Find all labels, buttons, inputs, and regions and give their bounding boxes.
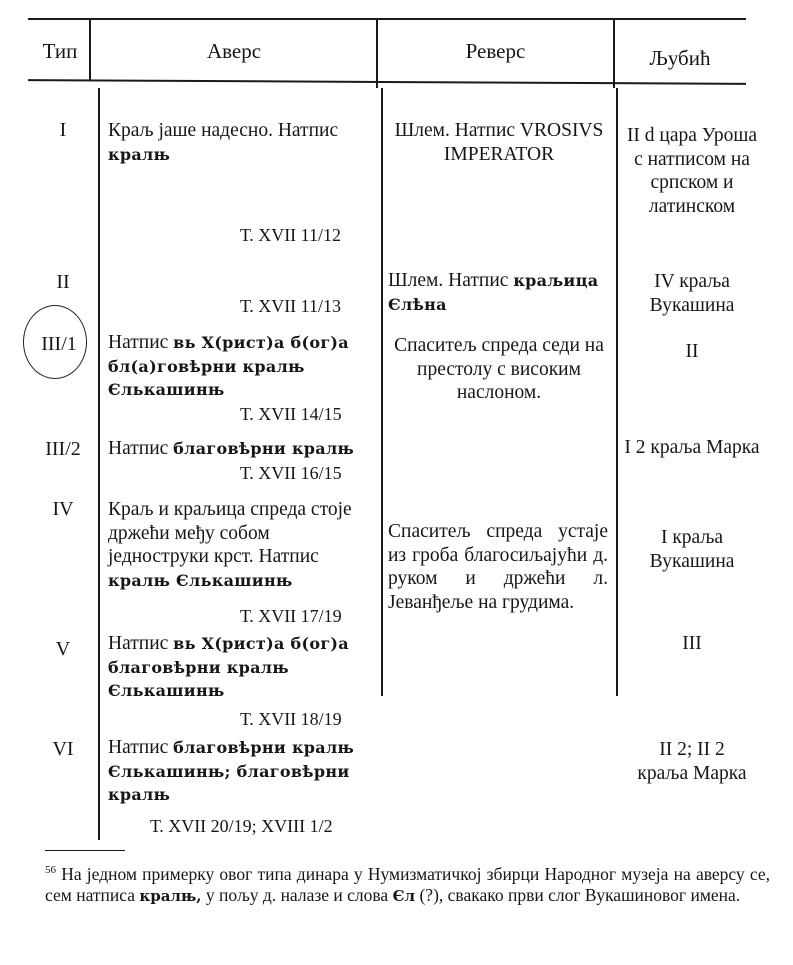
obverse-inscription: вь Х(рист)а б(ог)а бл(а)говѣрни кралњ Єлькашинњ xyxy=(108,333,349,399)
obverse-inscription: благовѣрни кралњ Єлькашинњ; благовѣрни кралњ xyxy=(108,738,355,804)
row-III-1-obverse xyxy=(108,331,372,402)
row-I-reverse: Шлем. Натпис VROSIVS IMPERATOR xyxy=(394,120,604,165)
footnote xyxy=(45,860,770,908)
obverse-text: Натпис xyxy=(108,438,169,459)
row-IV-ref: Т. XVII 17/19 xyxy=(240,606,342,626)
footnote-inscription-2: Єл xyxy=(392,887,416,906)
obverse-inscription: благовѣрни кралњ xyxy=(173,439,355,458)
reverse-text: Шлем. Натпис xyxy=(388,270,509,291)
obverse-text: Натпис xyxy=(108,633,169,654)
row-III-1-ref: Т. XVII 14/15 xyxy=(240,404,342,424)
row-I-ref: Т. XVII 11/12 xyxy=(240,225,342,245)
table-top-rule xyxy=(28,18,746,20)
row-I-obverse xyxy=(108,119,370,166)
row-II-reverse xyxy=(388,269,610,316)
row-VI-ljubic: II 2; II 2 краља Марка xyxy=(637,739,747,784)
row-V-ref: Т. XVII 18/19 xyxy=(240,709,342,729)
header-obverse: Аверс xyxy=(206,39,262,63)
obverse-text: Краљ јаше надесно. Натпис xyxy=(108,120,339,141)
header-bottom-rule xyxy=(28,79,746,84)
row-type-III-2: III/2 xyxy=(45,438,81,460)
row-II-ref: Т. XVII 11/13 xyxy=(240,296,342,316)
row-III-1-reverse: Спаситељ спреда седи на престолу с високим наслоном. xyxy=(394,335,604,403)
row-type-VI: VI xyxy=(52,738,74,760)
row-III-2-ref: Т. XVII 16/15 xyxy=(240,463,342,483)
row-type-I: I xyxy=(59,119,67,141)
header-ljubic: Љубић xyxy=(649,46,711,70)
row-I-ljubic: II d цара Уроша с натписом на српском и латинском xyxy=(626,125,758,217)
row-VI-obverse xyxy=(108,736,372,807)
obverse-inscription: вь Х(рист)а б(ог)а благовѣрни кралњ Єлькашинњ xyxy=(108,634,349,700)
footnote-text-3: (?), свакако први слог Вукашиновог имена. xyxy=(419,885,741,906)
row-type-III-1: III/1 xyxy=(41,333,77,355)
header-type: Тип xyxy=(42,39,78,63)
row-V-obverse xyxy=(108,632,372,703)
obverse-text: Натпис xyxy=(108,332,169,353)
footnote-text-1: На једном примерку овог типа динара у Нумизматичкој збирци Народног музеја на аверсу се, сем натписа xyxy=(45,863,770,906)
row-IV-obverse xyxy=(108,498,370,592)
obverse-inscription: кралњ Єлькашинњ xyxy=(108,570,293,590)
row-IV-reverse: Спаситељ спреда устаје из гроба благосиљајући д. руком и држећи л. Јеванђеље на грудима. xyxy=(388,521,608,613)
reverse-inscription: краљица Єлѣна xyxy=(388,271,599,314)
row-VI-ref: Т. XVII 20/19; XVIII 1/2 xyxy=(150,816,333,836)
column-divider-2 xyxy=(98,88,100,840)
obverse-inscription: кралњ xyxy=(108,144,171,164)
footnote-rule xyxy=(45,850,125,851)
row-type-V: V xyxy=(55,638,71,660)
footnote-marker: 56 xyxy=(45,864,56,876)
header-reverse: Реверс xyxy=(465,39,526,63)
obverse-text: Краљ и краљица спреда стоје држећи међу собом једноструки крст. Натпис xyxy=(108,499,352,567)
column-divider-3b xyxy=(381,88,383,696)
column-divider-4b xyxy=(616,88,618,696)
row-V-ljubic: III xyxy=(682,633,702,654)
row-type-II: II xyxy=(56,271,70,293)
row-IV-ljubic: I краља Вукашина xyxy=(649,527,735,572)
footnote-inscription-1: кралњ, xyxy=(139,887,202,906)
row-II-ljubic: IV краља Вукашина xyxy=(649,271,735,316)
obverse-text: Натпис xyxy=(108,737,169,758)
row-III-2-obverse xyxy=(108,437,372,461)
row-type-IV: IV xyxy=(52,498,74,520)
row-III-2-ljubic: I 2 краља Марка xyxy=(624,437,760,458)
row-III-1-ljubic: II xyxy=(685,341,699,362)
footnote-text-2: у пољу д. налазе и слова xyxy=(205,885,389,906)
